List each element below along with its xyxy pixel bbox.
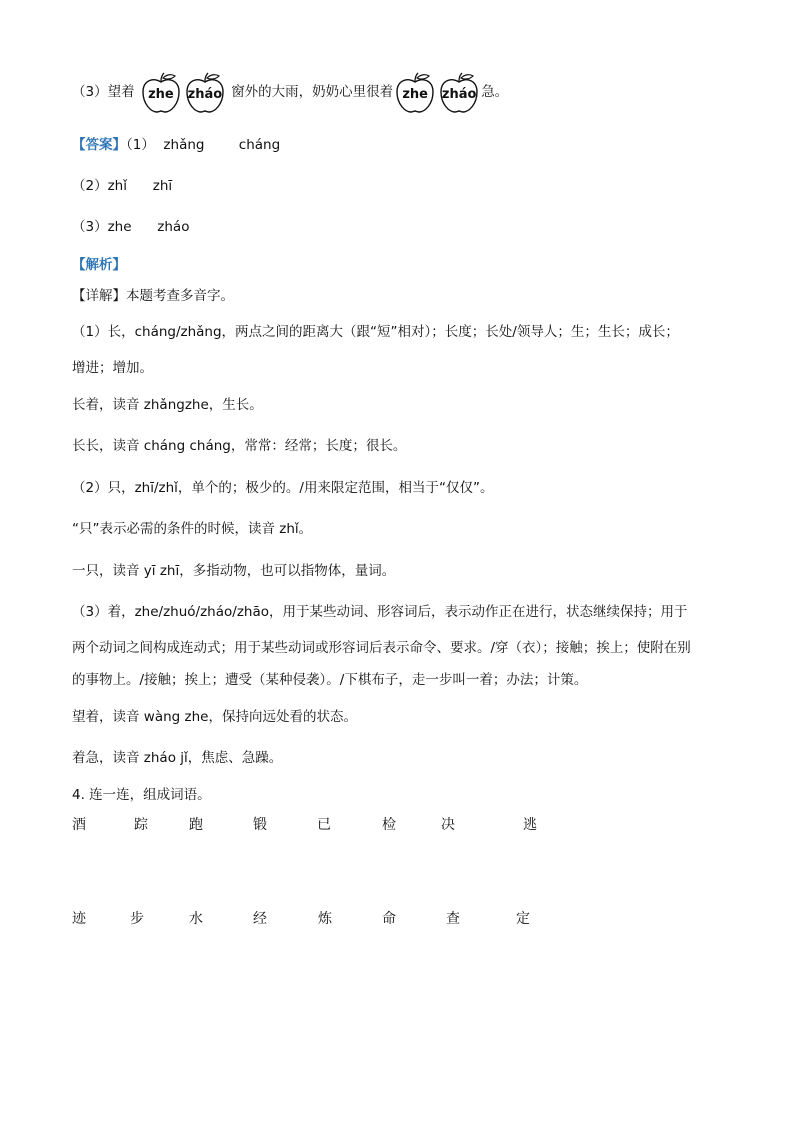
analysis-p9: 着急，读音 zháo jǐ，焦虑、急躁。	[72, 750, 283, 766]
analysis-p3: 长长，读音 cháng cháng，常常：经常；长度；很长。	[72, 438, 407, 454]
analysis-p7a: （3）着，zhe/zhuó/zháo/zhāo，用于某些动词、形容词后，表示动作正在进行，状态继续保持；用于	[72, 604, 688, 620]
analysis-p1b: 增进；增加。	[72, 360, 153, 376]
q3-text-1: 望着	[107, 84, 135, 100]
q4-bottom-row	[0, 909, 794, 929]
q3-line	[72, 70, 508, 114]
q4-bottom-char[interactable]: 炼	[318, 911, 332, 927]
q4-bottom-char[interactable]: 迹	[72, 911, 86, 927]
q4-bottom-char[interactable]: 水	[189, 911, 203, 927]
analysis-p4: （2）只，zhī/zhǐ，单个的；极少的。/用来限定范围，相当于“仅仅”。	[72, 480, 494, 496]
q3-text-2: 窗外的大雨，奶奶心里很着	[231, 84, 394, 100]
q4-top-char[interactable]: 已	[317, 817, 331, 833]
q4-top-char[interactable]: 逃	[523, 817, 537, 833]
q4-top-char[interactable]: 决	[441, 817, 455, 833]
q4-bottom-char[interactable]: 步	[130, 911, 144, 927]
answer-text-2: （2）zhǐ zhī	[72, 178, 173, 194]
analysis-p6: 一只，读音 yī zhī，多指动物，也可以指物体，量词。	[72, 563, 396, 579]
q4-bottom-char[interactable]: 命	[382, 911, 396, 927]
answer-text-3: （3）zhe zháo	[72, 219, 190, 235]
analysis-label: 【解析】	[72, 257, 126, 273]
analysis-p7b: 两个动词之间构成连动式；用于某些动词或形容词后表示命令、要求。/穿（衣）；接触；挨上；使附在别	[72, 640, 691, 656]
analysis-label-line	[72, 255, 126, 275]
q4-title: 4. 连一连，组成词语。	[72, 787, 211, 803]
apple-pinyin: zháo	[187, 87, 223, 102]
apple-pinyin: zhe	[148, 87, 174, 102]
answer-line-1	[72, 135, 280, 155]
q4-top-char[interactable]: 锻	[253, 817, 267, 833]
apple-box	[184, 70, 226, 114]
analysis-p2: 长着，读音 zhǎngzhe，生长。	[72, 397, 263, 413]
detail-label: 【详解】	[72, 288, 126, 304]
analysis-p5: “只”表示必需的条件的时候，读音 zhǐ。	[72, 521, 313, 537]
apple-box	[140, 70, 182, 114]
answer-label: 【答案】	[72, 137, 126, 153]
q4-bottom-char[interactable]: 定	[516, 911, 530, 927]
apple-box	[438, 70, 480, 114]
q4-top-char[interactable]: 跑	[189, 817, 203, 833]
q4-bottom-char[interactable]: 经	[253, 911, 267, 927]
q4-top-row	[0, 815, 794, 835]
q4-top-char[interactable]: 检	[382, 817, 396, 833]
analysis-p1a: （1）长，cháng/zhǎng，两点之间的距离大（跟“短”相对）；长度；长处/领导人；生；生长；成长；	[72, 324, 679, 340]
apple-pinyin: zhe	[402, 87, 428, 102]
answer-line-3	[72, 217, 189, 237]
q4-top-char[interactable]: 踪	[134, 817, 148, 833]
analysis-p7c: 的事物上。/接触；挨上；遭受（某种侵袭）。/下棋布子，走一步叫一着；办法；计策。	[72, 672, 588, 688]
q3-text-3: 急。	[481, 84, 509, 100]
apple-box	[394, 70, 436, 114]
detail-text: 本题考查多音字。	[126, 288, 234, 304]
q3-number: （3）	[72, 84, 108, 100]
answer-text-1: （1） zhǎng cháng	[126, 137, 281, 153]
analysis-p8: 望着，读音 wàng zhe，保持向远处看的状态。	[72, 709, 357, 725]
answer-line-2	[72, 176, 172, 196]
apple-pinyin: zháo	[441, 87, 477, 102]
q4-top-char[interactable]: 酒	[72, 817, 86, 833]
detail-line	[72, 286, 234, 306]
q4-bottom-char[interactable]: 查	[446, 911, 460, 927]
